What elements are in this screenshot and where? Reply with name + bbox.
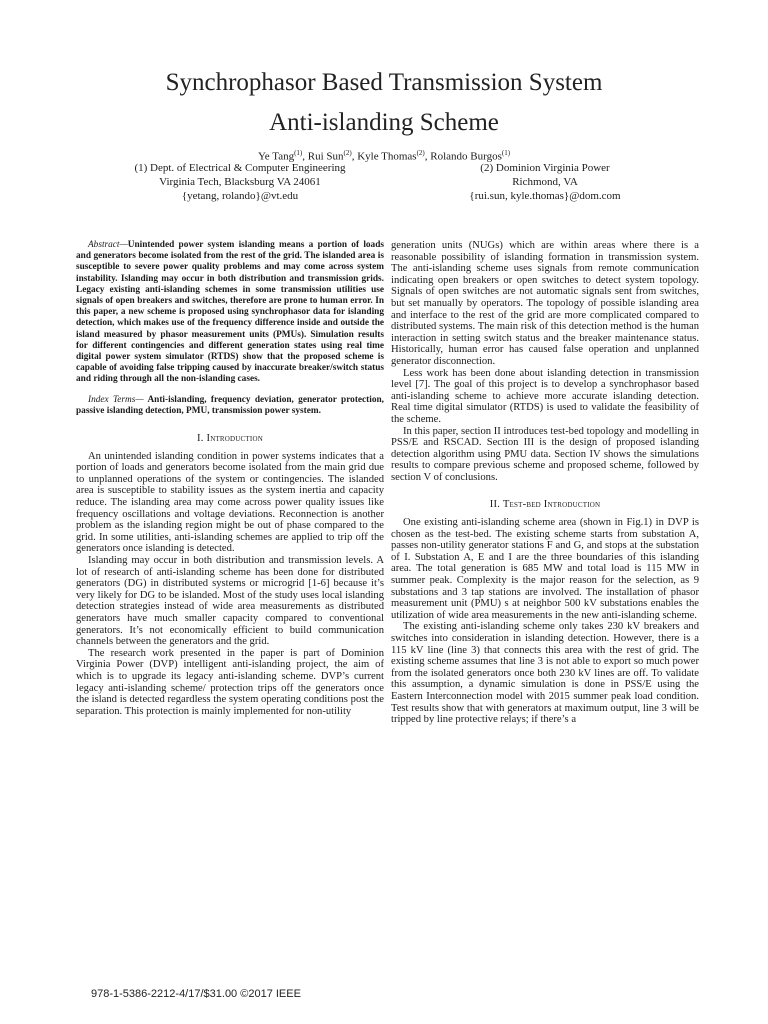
author-name: , Rolando Burgos xyxy=(424,150,502,163)
body-paragraph: The research work presented in the paper is part of Dominion Virginia Power (DVP) intelligent anti-islanding project, the aim of which is to upgrade its legacy anti-islanding scheme. DVP’s current legacy anti-islanding scheme/ protection trips off the generators once the island is detected regardless the system operating conditions post the separation. This protection is mainly implemented for non-utility xyxy=(76,647,384,717)
body-paragraph: Less work has been done about islanding detection in transmission level [7]. The goal of this project is to develop a synchrophasor based anti-islanding scheme to achieve more accurate islanding detection. Real time digital simulator (RTDS) is used to validate the feasibility of the scheme. xyxy=(391,367,699,425)
paper-title-line-2: Anti-islanding Scheme xyxy=(269,109,499,136)
affiliation-left xyxy=(95,161,385,203)
affiliation-line: Richmond, VA xyxy=(512,176,578,188)
affiliation-line: (2) Dominion Virginia Power xyxy=(480,162,610,174)
copyright-footer: 978-1-5386-2212-4/17/$31.00 ©2017 IEEE xyxy=(91,988,301,1000)
abstract-text: Unintended power system islanding means a portion of loads and generators become isolated from the rest of the grid. The islanded area is susceptible to severe power quality problems and may come across system instability. Islanding may occur in both distribution and transmission grids. Legacy existing anti-islanding schemes in some transmission utilities use signals of open breakers and switches, therefore are prone to human error. In this paper, a new scheme is proposed using synchrophasor data for islanding detection, which makes use of the frequency difference inside and outside the island measured by phasor measurement units (PMUs). Simulation results for different contingencies and different generation states using real time digital power system simulator (RTDS) show that the proposed scheme is capable of avoiding false tripping caused by inaccurate breaker/switch status and riding through all the non-islanding cases. xyxy=(76,240,384,385)
author-affiliation-mark: (1) xyxy=(501,149,511,157)
affiliation-line: (1) Dept. of Electrical & Computer Engineering xyxy=(134,162,346,174)
body-paragraph-continuation: generation units (NUGs) which are within areas where there is a reasonable possibility of islanding formation in transmission system. The anti-islanding scheme uses signals from remote communication indicating open breakers or open switches to detect system topology. Signals of open switches are not automatic signals sent from switches, but set manually by operators. The topology of possible islanding area and interface to the rest of the grid are more complicated compared to distributed systems. The main risk of this detection method is the human interaction in setting switch status and the breaker maintenance status. Historically, human error has caused false operation and unplanned generator disconnection. xyxy=(391,240,699,367)
author-name: , Kyle Thomas xyxy=(351,150,417,163)
section-heading-introduction: I. Introduction xyxy=(197,433,263,445)
affiliation-right xyxy=(420,161,670,203)
section-heading-test-bed: II. Test-bed Introduction xyxy=(489,499,601,511)
index-terms-text: Anti-islanding, frequency deviation, generator protection, passive islanding detection, PMU, transmission power system. xyxy=(76,394,384,416)
author-name: Ye Tang xyxy=(257,150,295,163)
body-paragraph: One existing anti-islanding scheme area (shown in Fig.1) in DVP is chosen as the test-bed. The existing scheme starts from substation A, passes non-utility generator stations F and G, and stops at the substation of I. Substation A, E and I are the three boundaries of this islanding area. The total generation is 685 MW and total load is 115 MW in summer peak. Complexity is the major reason for the selection, as 9 substations and 3 tap stations are involved. The installation of phasor measurement unit (PMU) s at neighbor 500 kV substations enables the utilization of wide area measurements in the new anti-islanding scheme. xyxy=(391,517,699,621)
index-terms xyxy=(76,395,384,417)
affiliation-email: {rui.sun, kyle.thomas}@dom.com xyxy=(469,190,621,202)
affiliation-line: Virginia Tech, Blacksburg VA 24061 xyxy=(159,176,321,188)
body-paragraph: An unintended islanding condition in power systems indicates that a portion of loads and generators become isolated from the main grid due to unplanned operations of the system or contingencies. The islanded area is susceptible to stability issues as the system inertia and capacity reduce. The islanding area may come across power quality issues like frequency oscillations and voltage deviations. Reconnection is another problem as the islanding region might be out of phase compared to the grid. In some utilities, anti-islanding schemes are applied to trip off the generators once islanding is detected. xyxy=(76,450,384,555)
affiliation-email: {yetang, rolando}@vt.edu xyxy=(181,190,299,202)
author-affiliation-mark: (1) xyxy=(294,149,303,157)
abstract xyxy=(76,240,384,386)
body-paragraph: In this paper, section II introduces test-bed topology and modelling in PSS/E and RSCAD. Section III is the design of proposed islanding detection algorithm using PMU data. Section IV shows the simulations results to compare previous scheme and proposed scheme, followed by section V of conclusions. xyxy=(391,425,699,483)
body-paragraph: Islanding may occur in both distribution and transmission levels. A lot of research of anti-islanding scheme has been done for distributed generators (DG) in distributed systems or microgrid [1-6] because it’s very likely for DG to be islanded. Most of the study uses local islanding detection strategies instead of wide area measurements as distributed generators have much smaller capacity compared to conventional generators. It’s not economically efficient to build communication channels between the generators and the grid. xyxy=(76,554,384,648)
paper-title-line-1: Synchrophasor Based Transmission System xyxy=(165,69,603,96)
right-column xyxy=(391,240,699,726)
left-column xyxy=(76,240,384,717)
author-name: , Rui Sun xyxy=(302,150,344,163)
abstract-label: Abstract— xyxy=(88,240,128,250)
author-affiliation-mark: (2) xyxy=(416,149,425,157)
body-paragraph: The existing anti-islanding scheme only takes 230 kV breakers and switches into consideration in islanding detection. However, there is a 115 kV line (line 3) that connects this area with the rest of grid. The existing scheme assumes that line 3 is not able to export so much power from the isolated generators once both 230 kV lines are off. To validate this assumption, a dynamic simulation is done in PSS/E using the Eastern Interconnection model with 2015 summer peak load condition. Test results show that with generators at maximum output, line 3 will be tripped by line protective relays; if there’s a xyxy=(391,621,699,726)
author-affiliation-mark: (2) xyxy=(343,149,352,157)
index-terms-label: Index Terms— xyxy=(88,394,144,405)
